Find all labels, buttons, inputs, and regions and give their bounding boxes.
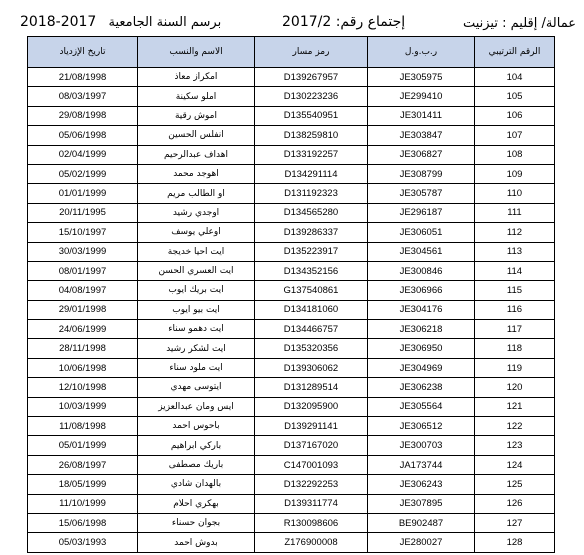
cell-massar: D134565280 bbox=[255, 203, 368, 222]
cell-rank: 120 bbox=[475, 378, 555, 397]
cell-name: باريك مصطفى bbox=[138, 455, 255, 474]
cell-cin: JE306966 bbox=[368, 281, 475, 300]
cell-rank: 124 bbox=[475, 455, 555, 474]
cell-rank: 117 bbox=[475, 320, 555, 339]
cell-birthdate: 05/06/1998 bbox=[28, 126, 138, 145]
cell-name: ايتوسى مهدي bbox=[138, 378, 255, 397]
cell-birthdate: 11/08/1998 bbox=[28, 417, 138, 436]
table-row bbox=[28, 242, 555, 261]
cell-massar: D139291141 bbox=[255, 417, 368, 436]
cell-name: ايت بريك ايوب bbox=[138, 281, 255, 300]
cell-birthdate: 11/10/1999 bbox=[28, 494, 138, 513]
cell-cin: JE300846 bbox=[368, 261, 475, 280]
cell-massar: D134181060 bbox=[255, 300, 368, 319]
cell-rank: 110 bbox=[475, 184, 555, 203]
table-row bbox=[28, 106, 555, 125]
table-row bbox=[28, 300, 555, 319]
cell-name: ايس ومان عبدالعزيز bbox=[138, 397, 255, 416]
cell-birthdate: 15/10/1997 bbox=[28, 223, 138, 242]
table-row bbox=[28, 184, 555, 203]
table-row bbox=[28, 513, 555, 532]
cell-cin: JE304176 bbox=[368, 300, 475, 319]
cell-cin: JE306051 bbox=[368, 223, 475, 242]
meeting-number-value: 2017/2 bbox=[282, 14, 332, 30]
cell-cin: JE305564 bbox=[368, 397, 475, 416]
cell-rank: 121 bbox=[475, 397, 555, 416]
cell-rank: 127 bbox=[475, 513, 555, 532]
cell-massar: D135540951 bbox=[255, 106, 368, 125]
cell-massar: D131289514 bbox=[255, 378, 368, 397]
cell-name: باركي ابراهيم bbox=[138, 436, 255, 455]
cell-cin: JE280027 bbox=[368, 533, 475, 552]
cell-birthdate: 05/03/1993 bbox=[28, 533, 138, 552]
cell-rank: 109 bbox=[475, 164, 555, 183]
table-row bbox=[28, 494, 555, 513]
cell-name: بجوان حسناء bbox=[138, 513, 255, 532]
cell-name: امكراز معاذ bbox=[138, 68, 255, 87]
cell-massar: Z176900008 bbox=[255, 533, 368, 552]
table-row bbox=[28, 436, 555, 455]
table-row bbox=[28, 203, 555, 222]
cell-cin: BE902487 bbox=[368, 513, 475, 532]
cell-cin: JE306512 bbox=[368, 417, 475, 436]
cell-cin: JE296187 bbox=[368, 203, 475, 222]
academic-year-value: 2017-2018 bbox=[20, 14, 97, 30]
cell-name: ايت دهمو سناء bbox=[138, 320, 255, 339]
academic-year bbox=[20, 14, 221, 30]
cell-name: ايت احيا خديجة bbox=[138, 242, 255, 261]
cell-cin: JE300703 bbox=[368, 436, 475, 455]
meeting-number-label: إجتماع رقم: bbox=[335, 14, 406, 30]
students-table-wrapper bbox=[27, 36, 554, 553]
cell-birthdate: 29/08/1998 bbox=[28, 106, 138, 125]
cell-name: ايت العسري الحسن bbox=[138, 261, 255, 280]
table-row bbox=[28, 145, 555, 164]
col-header-cin: ر.ب.و.ل bbox=[368, 37, 475, 68]
table-row bbox=[28, 281, 555, 300]
cell-massar: D130223236 bbox=[255, 87, 368, 106]
cell-rank: 106 bbox=[475, 106, 555, 125]
cell-name: بدوش احمد bbox=[138, 533, 255, 552]
cell-birthdate: 08/01/1997 bbox=[28, 261, 138, 280]
cell-birthdate: 30/03/1999 bbox=[28, 242, 138, 261]
table-row bbox=[28, 223, 555, 242]
cell-cin: JE306243 bbox=[368, 475, 475, 494]
cell-rank: 116 bbox=[475, 300, 555, 319]
cell-massar: D135223917 bbox=[255, 242, 368, 261]
cell-birthdate: 24/06/1999 bbox=[28, 320, 138, 339]
cell-massar: D137167020 bbox=[255, 436, 368, 455]
cell-cin: JA173744 bbox=[368, 455, 475, 474]
cell-cin: JE306827 bbox=[368, 145, 475, 164]
table-row bbox=[28, 378, 555, 397]
cell-cin: JE305975 bbox=[368, 68, 475, 87]
cell-birthdate: 05/02/1999 bbox=[28, 164, 138, 183]
cell-rank: 108 bbox=[475, 145, 555, 164]
cell-birthdate: 18/05/1999 bbox=[28, 475, 138, 494]
cell-rank: 105 bbox=[475, 87, 555, 106]
table-row bbox=[28, 261, 555, 280]
cell-birthdate: 20/11/1995 bbox=[28, 203, 138, 222]
cell-rank: 114 bbox=[475, 261, 555, 280]
cell-massar: G137540861 bbox=[255, 281, 368, 300]
cell-name: اموش رقية bbox=[138, 106, 255, 125]
cell-cin: JE306238 bbox=[368, 378, 475, 397]
cell-massar: D133192257 bbox=[255, 145, 368, 164]
cell-massar: D138259810 bbox=[255, 126, 368, 145]
cell-name: ايت ملود سناء bbox=[138, 358, 255, 377]
cell-birthdate: 08/03/1997 bbox=[28, 87, 138, 106]
cell-massar: D134466757 bbox=[255, 320, 368, 339]
table-row bbox=[28, 320, 555, 339]
students-table bbox=[27, 36, 555, 553]
cell-name: اوعلي يوسف bbox=[138, 223, 255, 242]
cell-name: اوجدي رشيد bbox=[138, 203, 255, 222]
cell-birthdate: 10/06/1998 bbox=[28, 358, 138, 377]
cell-massar: D139267957 bbox=[255, 68, 368, 87]
table-row bbox=[28, 87, 555, 106]
cell-rank: 118 bbox=[475, 339, 555, 358]
cell-name: باحوس احمد bbox=[138, 417, 255, 436]
table-row bbox=[28, 397, 555, 416]
cell-name: املو سكينة bbox=[138, 87, 255, 106]
cell-birthdate: 04/08/1997 bbox=[28, 281, 138, 300]
cell-massar: D135320356 bbox=[255, 339, 368, 358]
cell-birthdate: 02/04/1999 bbox=[28, 145, 138, 164]
cell-cin: JE306218 bbox=[368, 320, 475, 339]
cell-rank: 107 bbox=[475, 126, 555, 145]
cell-birthdate: 15/06/1998 bbox=[28, 513, 138, 532]
cell-cin: JE301411 bbox=[368, 106, 475, 125]
table-row bbox=[28, 164, 555, 183]
table-row bbox=[28, 358, 555, 377]
table-row bbox=[28, 533, 555, 552]
cell-rank: 123 bbox=[475, 436, 555, 455]
cell-name: بهكري احلام bbox=[138, 494, 255, 513]
col-header-birthdate: تاريخ الإزدياد bbox=[28, 37, 138, 68]
cell-birthdate: 12/10/1998 bbox=[28, 378, 138, 397]
cell-birthdate: 05/01/1999 bbox=[28, 436, 138, 455]
table-row bbox=[28, 455, 555, 474]
page-header bbox=[0, 4, 584, 34]
cell-cin: JE305787 bbox=[368, 184, 475, 203]
meeting-number bbox=[282, 14, 405, 30]
cell-name: او الطالب مريم bbox=[138, 184, 255, 203]
cell-rank: 112 bbox=[475, 223, 555, 242]
cell-massar: D139306062 bbox=[255, 358, 368, 377]
cell-birthdate: 10/03/1999 bbox=[28, 397, 138, 416]
table-header-row bbox=[28, 37, 555, 68]
col-header-massar: رمز مسار bbox=[255, 37, 368, 68]
cell-birthdate: 21/08/1998 bbox=[28, 68, 138, 87]
cell-cin: JE304561 bbox=[368, 242, 475, 261]
cell-rank: 111 bbox=[475, 203, 555, 222]
cell-rank: 126 bbox=[475, 494, 555, 513]
cell-rank: 122 bbox=[475, 417, 555, 436]
cell-name: ايت بيو ايوب bbox=[138, 300, 255, 319]
table-row bbox=[28, 417, 555, 436]
table-row bbox=[28, 475, 555, 494]
cell-cin: JE304969 bbox=[368, 358, 475, 377]
cell-name: اهوجد محمد bbox=[138, 164, 255, 183]
cell-massar: D132292253 bbox=[255, 475, 368, 494]
cell-rank: 125 bbox=[475, 475, 555, 494]
cell-rank: 113 bbox=[475, 242, 555, 261]
cell-cin: JE299410 bbox=[368, 87, 475, 106]
cell-birthdate: 01/01/1999 bbox=[28, 184, 138, 203]
cell-name: اهداف عبدالرحيم bbox=[138, 145, 255, 164]
province-label: عمالة/ إقليم : تيزنيت bbox=[462, 16, 576, 31]
cell-rank: 128 bbox=[475, 533, 555, 552]
cell-birthdate: 28/11/1998 bbox=[28, 339, 138, 358]
cell-rank: 104 bbox=[475, 68, 555, 87]
table-row bbox=[28, 339, 555, 358]
cell-massar: D132095900 bbox=[255, 397, 368, 416]
cell-birthdate: 29/01/1998 bbox=[28, 300, 138, 319]
cell-name: ايت لشكر رشيد bbox=[138, 339, 255, 358]
cell-birthdate: 26/08/1997 bbox=[28, 455, 138, 474]
col-header-rank: الرقم الترتيبي bbox=[475, 37, 555, 68]
cell-massar: D131192323 bbox=[255, 184, 368, 203]
cell-cin: JE306950 bbox=[368, 339, 475, 358]
col-header-name: الاسم والنسب bbox=[138, 37, 255, 68]
cell-massar: D139311774 bbox=[255, 494, 368, 513]
cell-massar: D134291114 bbox=[255, 164, 368, 183]
academic-year-label: برسم السنة الجامعية bbox=[108, 15, 222, 30]
cell-cin: JE308799 bbox=[368, 164, 475, 183]
cell-cin: JE307895 bbox=[368, 494, 475, 513]
cell-massar: D139286337 bbox=[255, 223, 368, 242]
cell-rank: 115 bbox=[475, 281, 555, 300]
table-body bbox=[28, 68, 555, 553]
cell-massar: C147001093 bbox=[255, 455, 368, 474]
table-row bbox=[28, 68, 555, 87]
cell-cin: JE303847 bbox=[368, 126, 475, 145]
cell-name: انفلس الحسين bbox=[138, 126, 255, 145]
cell-massar: R130098606 bbox=[255, 513, 368, 532]
table-row bbox=[28, 126, 555, 145]
cell-massar: D134352156 bbox=[255, 261, 368, 280]
cell-name: بالهدان شادي bbox=[138, 475, 255, 494]
cell-rank: 119 bbox=[475, 358, 555, 377]
